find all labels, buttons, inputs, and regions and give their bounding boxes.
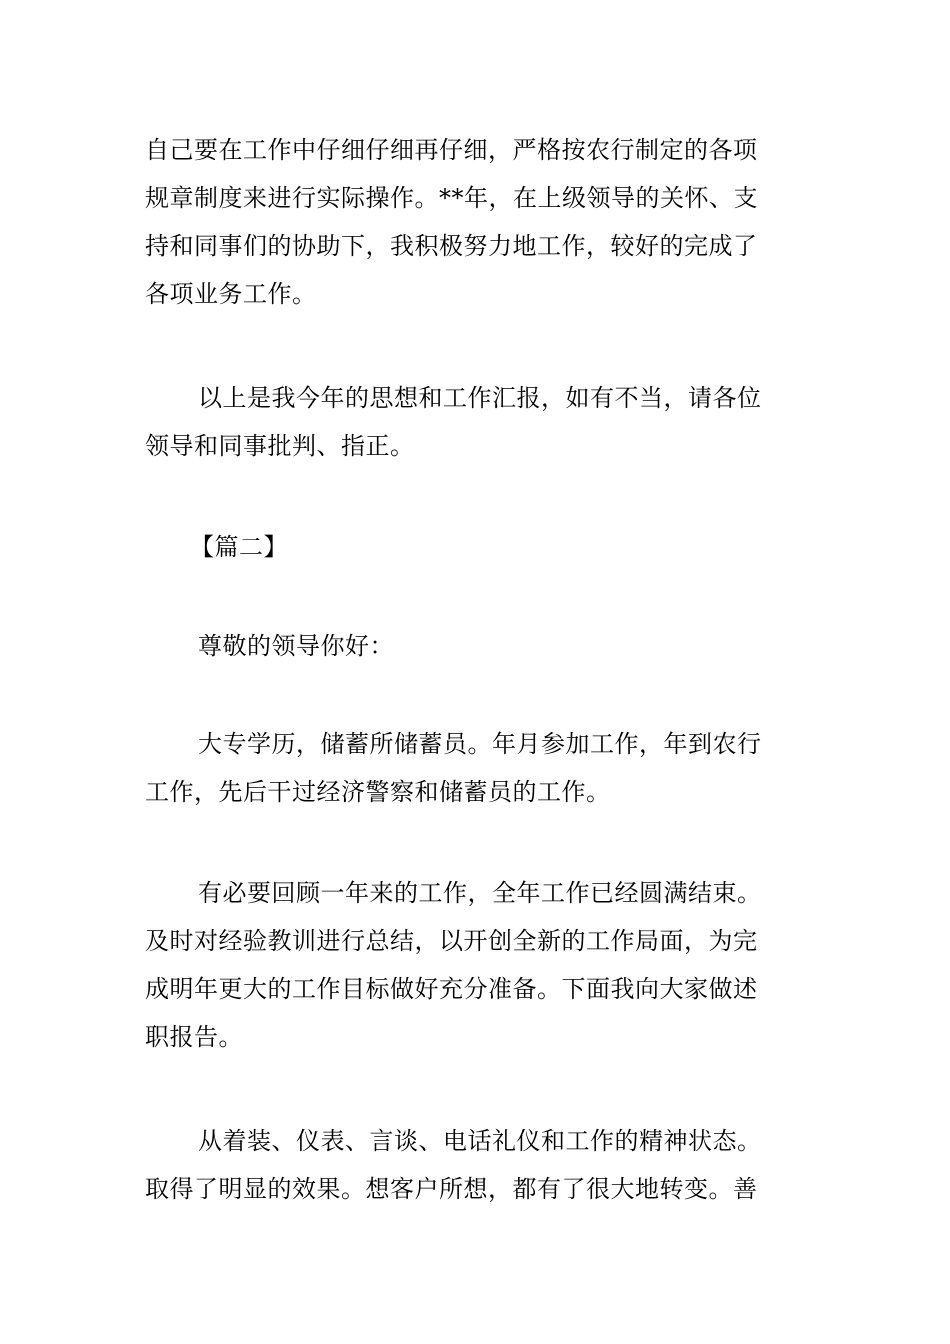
paragraph-5 (145, 720, 809, 816)
paragraph-line: 以上是我今年的思想和工作汇报，如有不当，请各位 (198, 384, 762, 412)
salutation (145, 622, 809, 670)
paragraph-line: 各项业务工作。 (145, 280, 317, 308)
paragraph-2 (145, 374, 809, 470)
paragraph-line: 从着装、仪表、言谈、电话礼仪和工作的精神状态。 (198, 1127, 762, 1155)
paragraph-line: 有必要回顾一年来的工作，全年工作已经圆满结束。 (198, 879, 762, 907)
paragraph-6 (145, 869, 809, 1061)
section-heading-text: 【篇二】 (190, 533, 288, 561)
paragraph-line: 规章制度来进行实际操作。**年，在上级领导的关怀、支 (145, 184, 758, 212)
paragraph-1 (145, 126, 809, 318)
paragraph-line: 工作，先后干过经济警察和储蓄员的工作。 (145, 778, 611, 806)
paragraph-line: 自己要在工作中仔细仔细再仔细，严格按农行制定的各项 (145, 136, 758, 164)
paragraph-line: 职报告。 (145, 1023, 243, 1051)
paragraph-line: 持和同事们的协助下，我积极努力地工作，较好的完成了 (145, 232, 758, 260)
paragraph-7 (145, 1117, 809, 1213)
paragraph-line: 取得了明显的效果。想客户所想，都有了很大地转变。善 (145, 1175, 758, 1203)
section-heading (145, 523, 809, 571)
paragraph-line: 及时对经验教训进行总结，以开创全新的工作局面，为完 (145, 927, 758, 955)
salutation-text: 尊敬的领导你好： (198, 632, 394, 660)
paragraph-line: 领导和同事批判、指正。 (145, 432, 415, 460)
paragraph-line: 成明年更大的工作目标做好充分准备。下面我向大家做述 (145, 975, 758, 1003)
paragraph-line: 大专学历，储蓄所储蓄员。年月参加工作，年到农行 (198, 730, 762, 758)
